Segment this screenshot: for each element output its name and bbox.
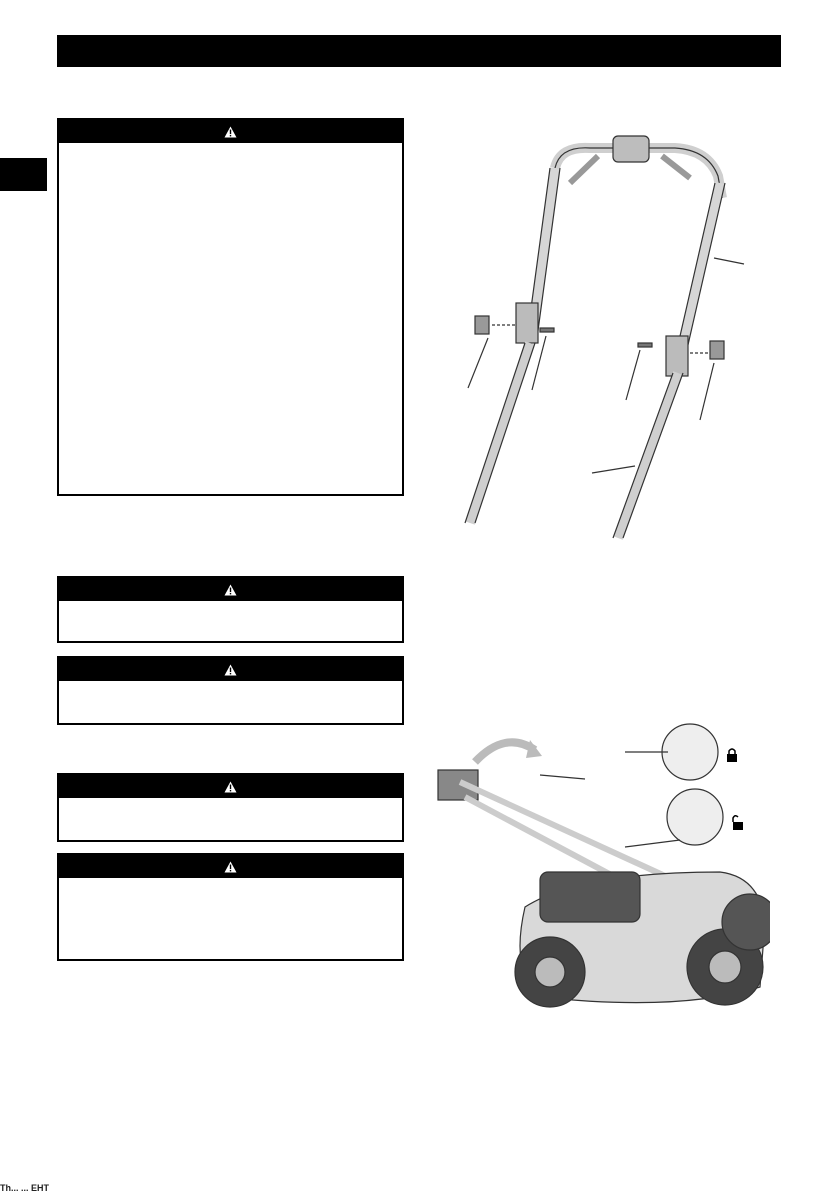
page-footer-fragment: Th... ... EHT xyxy=(0,1184,49,1192)
warning-box-1 xyxy=(57,118,404,496)
warning-box-4 xyxy=(57,773,404,842)
warning-header xyxy=(59,120,402,143)
warning-header xyxy=(59,855,402,878)
warning-triangle-icon xyxy=(224,861,237,873)
warning-header xyxy=(59,775,402,798)
language-side-tab xyxy=(0,158,47,191)
warning-box-2 xyxy=(57,576,404,643)
warning-triangle-icon xyxy=(224,126,237,138)
warning-triangle-icon xyxy=(224,781,237,793)
lock-icon xyxy=(727,749,737,762)
warning-triangle-icon xyxy=(224,584,237,596)
unlock-icon xyxy=(733,816,743,830)
mower-fold-illustration xyxy=(430,722,770,1022)
warning-triangle-icon xyxy=(224,664,237,676)
handle-assembly-illustration xyxy=(440,128,780,548)
warning-box-5 xyxy=(57,853,404,961)
warning-header xyxy=(59,578,402,601)
section-header-bar xyxy=(57,35,781,67)
warning-header xyxy=(59,658,402,681)
warning-box-3 xyxy=(57,656,404,725)
